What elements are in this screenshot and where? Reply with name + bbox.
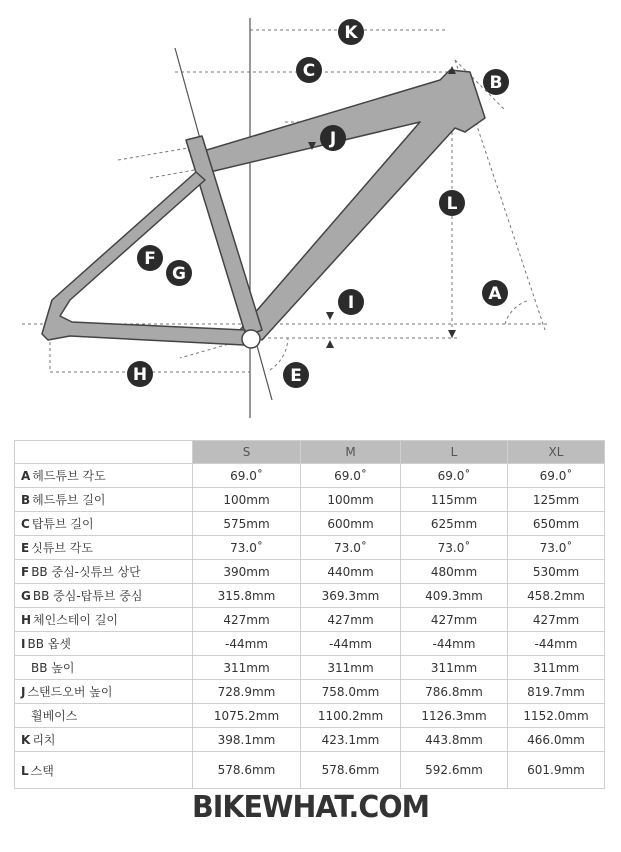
row-name: 싯튜브 각도 xyxy=(31,541,93,555)
table-cell: 73.0˚ xyxy=(401,536,508,560)
table-cell: 390mm xyxy=(193,560,301,584)
table-cell: -44mm xyxy=(508,632,605,656)
table-cell: 100mm xyxy=(193,488,301,512)
table-cell: 315.8mm xyxy=(193,584,301,608)
table-cell: 1152.0mm xyxy=(508,704,605,728)
table-header-size: M xyxy=(301,441,401,464)
table-cell: 409.3mm xyxy=(401,584,508,608)
table-cell: 578.6mm xyxy=(193,752,301,789)
row-label xyxy=(15,728,193,752)
row-label xyxy=(15,752,193,789)
diagram-label-h xyxy=(127,361,153,387)
table-cell: 423.1mm xyxy=(301,728,401,752)
table-cell: 592.6mm xyxy=(401,752,508,789)
table-cell: 575mm xyxy=(193,512,301,536)
svg-text:J: J xyxy=(329,129,337,149)
table-cell: 786.8mm xyxy=(401,680,508,704)
row-name: 스택 xyxy=(30,763,54,778)
table-cell: 440mm xyxy=(301,560,401,584)
row-key: K xyxy=(21,733,31,747)
table-cell: 69.0˚ xyxy=(193,464,301,488)
row-label xyxy=(15,584,193,608)
table-cell: 69.0˚ xyxy=(508,464,605,488)
diagram-label-b xyxy=(483,69,509,95)
table-row xyxy=(15,632,605,656)
row-name: 리치 xyxy=(32,733,56,747)
table-header-row xyxy=(15,441,605,464)
row-name: 탑튜브 길이 xyxy=(31,517,94,531)
row-key: H xyxy=(21,613,32,627)
row-label xyxy=(15,632,193,656)
table-cell: 427mm xyxy=(401,608,508,632)
row-label xyxy=(15,608,193,632)
svg-text:L: L xyxy=(446,194,458,214)
row-name: 헤드튜브 각도 xyxy=(32,469,106,483)
row-name: 휠베이스 xyxy=(31,709,78,723)
table-cell: -44mm xyxy=(193,632,301,656)
table-row xyxy=(15,656,605,680)
row-key: F xyxy=(21,565,30,579)
row-name: 헤드튜브 길이 xyxy=(32,493,106,507)
row-label xyxy=(15,512,193,536)
row-name: BB 높이 xyxy=(31,661,75,675)
table-cell: 650mm xyxy=(508,512,605,536)
table-row xyxy=(15,704,605,728)
diagram-label-e xyxy=(283,362,309,388)
row-label xyxy=(15,680,193,704)
table-cell: 369.3mm xyxy=(301,584,401,608)
diagram-label-k xyxy=(338,19,364,45)
table-cell: 73.0˚ xyxy=(508,536,605,560)
table-row xyxy=(15,680,605,704)
table-cell: 73.0˚ xyxy=(301,536,401,560)
row-label xyxy=(15,560,193,584)
row-key: I xyxy=(21,637,26,651)
row-label xyxy=(15,704,193,728)
table-cell: 427mm xyxy=(193,608,301,632)
table-cell: 480mm xyxy=(401,560,508,584)
row-name: 스탠드오버 높이 xyxy=(27,685,113,699)
table-row xyxy=(15,512,605,536)
svg-text:I: I xyxy=(347,293,355,313)
row-label xyxy=(15,656,193,680)
diagram-label-a xyxy=(482,280,508,306)
table-row xyxy=(15,464,605,488)
row-name: BB 중심-탑튜브 중심 xyxy=(32,589,143,603)
row-key: L xyxy=(21,763,29,778)
table-cell: 1126.3mm xyxy=(401,704,508,728)
table-row xyxy=(15,728,605,752)
table-cell: 311mm xyxy=(301,656,401,680)
geometry-table-body xyxy=(15,464,605,789)
svg-text:F: F xyxy=(144,249,156,269)
table-cell: 69.0˚ xyxy=(301,464,401,488)
table-cell: 1100.2mm xyxy=(301,704,401,728)
table-cell: 625mm xyxy=(401,512,508,536)
row-key: B xyxy=(21,493,31,507)
table-header-size: S xyxy=(193,441,301,464)
table-cell: 600mm xyxy=(301,512,401,536)
table-row xyxy=(15,608,605,632)
table-cell: 398.1mm xyxy=(193,728,301,752)
table-cell: 427mm xyxy=(508,608,605,632)
table-cell: 578.6mm xyxy=(301,752,401,789)
row-name: BB 중심-싯튜브 상단 xyxy=(31,565,141,579)
table-row xyxy=(15,752,605,789)
row-name: 체인스테이 길이 xyxy=(33,613,119,627)
table-cell: 100mm xyxy=(301,488,401,512)
diagram-label-f xyxy=(137,245,163,271)
row-key: J xyxy=(21,685,26,699)
diagram-label-g xyxy=(166,260,192,286)
row-key: G xyxy=(21,589,31,603)
table-cell: 819.7mm xyxy=(508,680,605,704)
diagram-label-j xyxy=(320,125,346,151)
geometry-table xyxy=(14,440,605,789)
table-cell: 69.0˚ xyxy=(401,464,508,488)
row-label xyxy=(15,536,193,560)
row-key: C xyxy=(21,517,30,531)
watermark: BIKEWHAT.COM xyxy=(191,790,430,825)
table-cell: 73.0˚ xyxy=(193,536,301,560)
table-cell: 443.8mm xyxy=(401,728,508,752)
svg-text:C: C xyxy=(302,61,316,81)
table-cell: 601.9mm xyxy=(508,752,605,789)
table-cell: 427mm xyxy=(301,608,401,632)
table-cell: 728.9mm xyxy=(193,680,301,704)
table-cell: 1075.2mm xyxy=(193,704,301,728)
diagram-label-c xyxy=(296,57,322,83)
table-header-size: L xyxy=(401,441,508,464)
diagram-label-i xyxy=(338,289,364,315)
table-cell: 125mm xyxy=(508,488,605,512)
table-cell: 115mm xyxy=(401,488,508,512)
table-cell: 311mm xyxy=(508,656,605,680)
diagram-label-l xyxy=(439,190,465,216)
table-cell: 758.0mm xyxy=(301,680,401,704)
table-row xyxy=(15,584,605,608)
row-label xyxy=(15,488,193,512)
table-cell: -44mm xyxy=(301,632,401,656)
row-key: A xyxy=(21,469,31,483)
svg-text:B: B xyxy=(489,73,503,93)
row-key: E xyxy=(21,541,30,555)
table-cell: 458.2mm xyxy=(508,584,605,608)
row-label xyxy=(15,464,193,488)
row-name: BB 옵셋 xyxy=(27,637,71,651)
table-row xyxy=(15,560,605,584)
svg-text:G: G xyxy=(172,264,186,284)
table-header-blank xyxy=(15,441,193,464)
table-row xyxy=(15,536,605,560)
table-cell: 466.0mm xyxy=(508,728,605,752)
table-cell: 530mm xyxy=(508,560,605,584)
svg-text:E: E xyxy=(290,366,302,386)
table-row xyxy=(15,488,605,512)
svg-text:K: K xyxy=(344,23,358,43)
table-cell: 311mm xyxy=(193,656,301,680)
svg-text:H: H xyxy=(132,365,148,385)
table-cell: 311mm xyxy=(401,656,508,680)
table-cell: -44mm xyxy=(401,632,508,656)
table-header-size: XL xyxy=(508,441,605,464)
svg-text:A: A xyxy=(488,284,502,304)
